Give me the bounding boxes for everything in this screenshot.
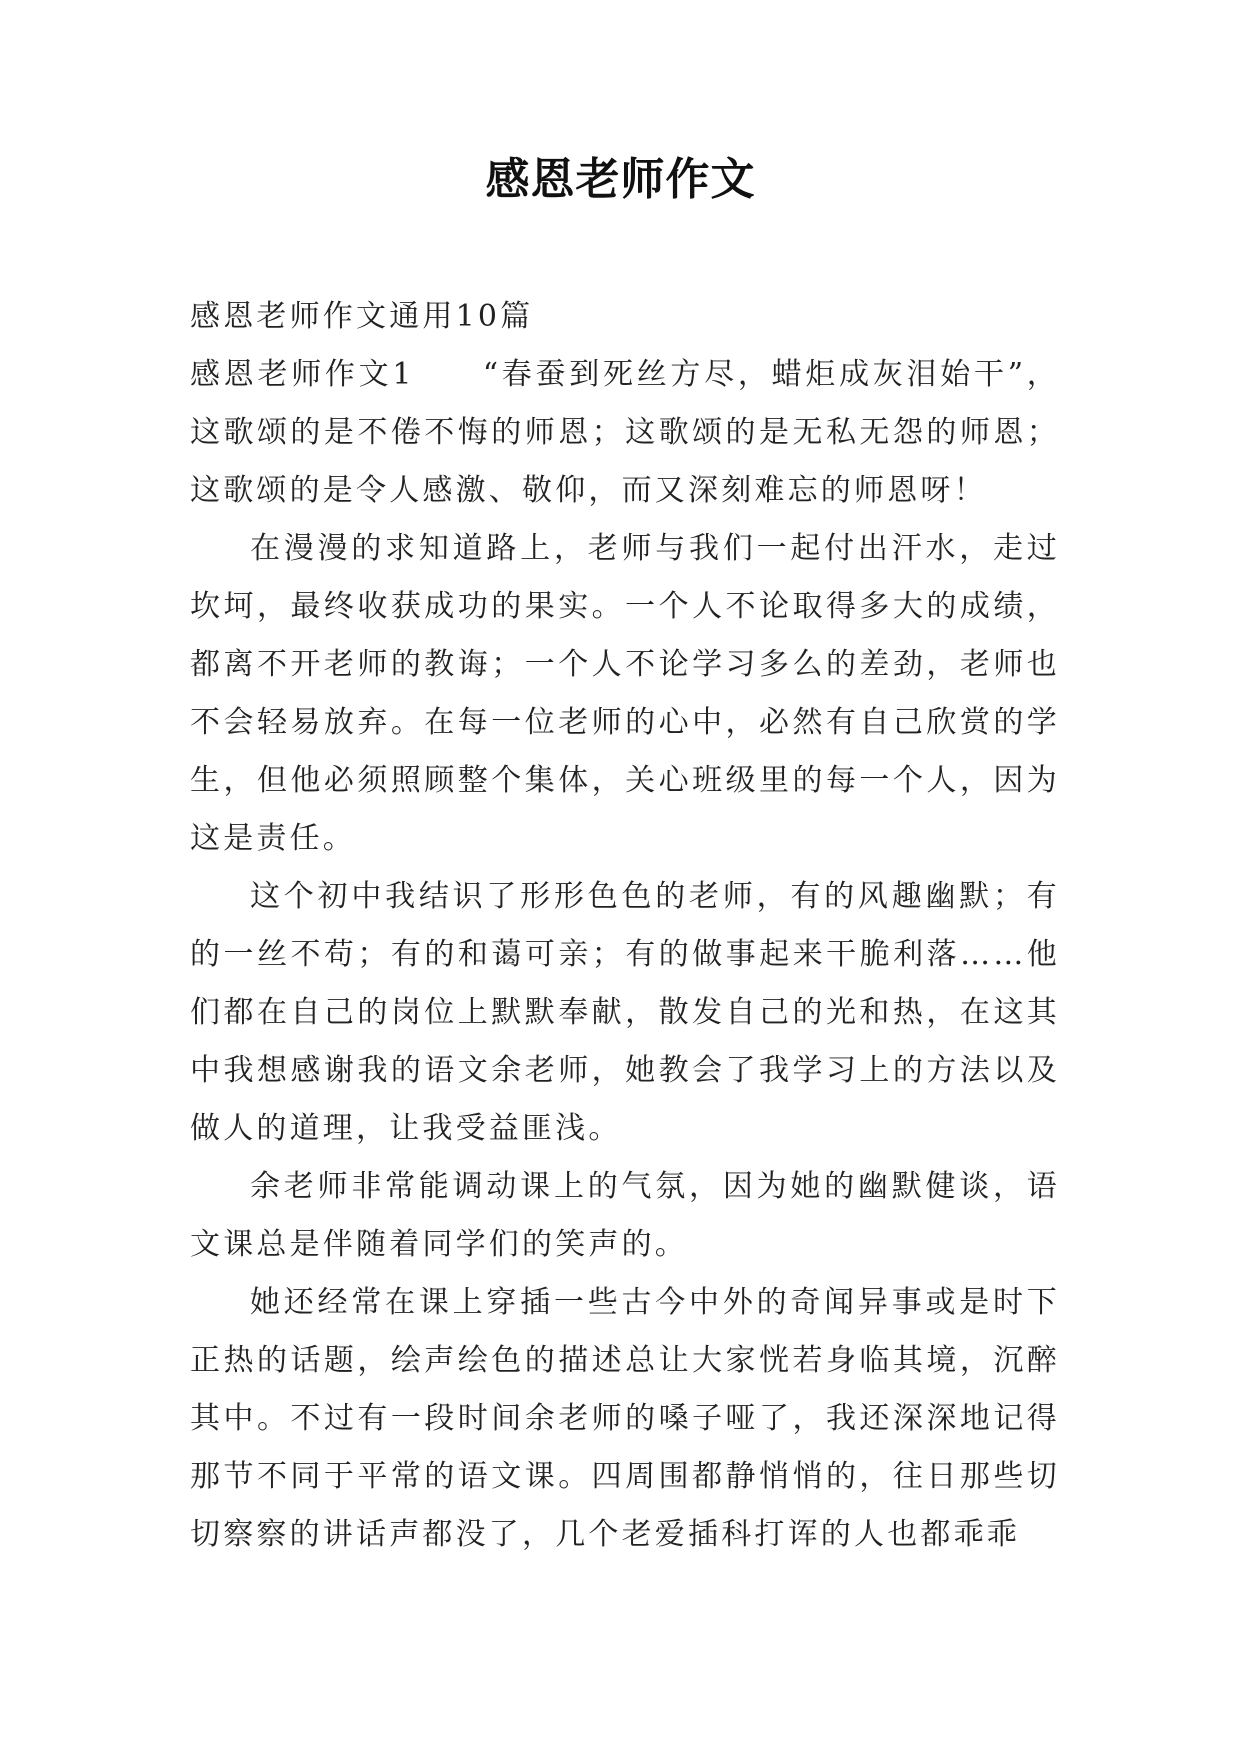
paragraph-1: “春蚕到死丝方尽，蜡炬成灰泪始干”，这歌颂的是不倦不悔的师恩；这歌颂的是无私无怨的师恩；这歌颂的是令人感激、敬仰，而又深刻难忘的师恩呀！ [190,357,1060,508]
paragraph-3: 这个初中我结识了形形色色的老师，有的风趣幽默；有的一丝不苟；有的和蔼可亲；有的做事起来干脆利落……他们都在自己的岗位上默默奉献，散发自己的光和热，在这其中我想感谢我的语文余老师，她教会了我学习上的方法以及做人的道理，让我受益匪浅。 [190,879,1060,1146]
section-heading: 感恩老师作文1 [190,357,415,392]
subtitle-line: 感恩老师作文通用10篇 [190,299,534,334]
paragraph-5: 她还经常在课上穿插一些古今中外的奇闻异事或是时下正热的话题，绘声绘色的描述总让大家恍若身临其境，沉醉其中。不过有一段时间余老师的嗓子哑了，我还深深地记得那节不同于平常的语文课。四周围都静悄悄的，往日那些切切察察的讲话声都没了，几个老爱插科打诨的人也都乖乖 [190,1285,1060,1552]
opening-paragraph [190,346,1060,520]
paragraph-4: 余老师非常能调动课上的气氛，因为她的幽默健谈，语文课总是伴随着同学们的笑声的。 [190,1169,1060,1262]
paragraph-2: 在漫漫的求知道路上，老师与我们一起付出汗水，走过坎坷，最终收获成功的果实。一个人不论取得多大的成绩，都离不开老师的教诲；一个人不论学习多么的差劲，老师也不会轻易放弃。在每一位老师的心中，必然有自己欣赏的学生，但他必须照顾整个集体，关心班级里的每一个人，因为这是责任。 [190,531,1060,856]
document-title: 感恩老师作文 [485,154,756,205]
document-body [190,288,1060,1564]
